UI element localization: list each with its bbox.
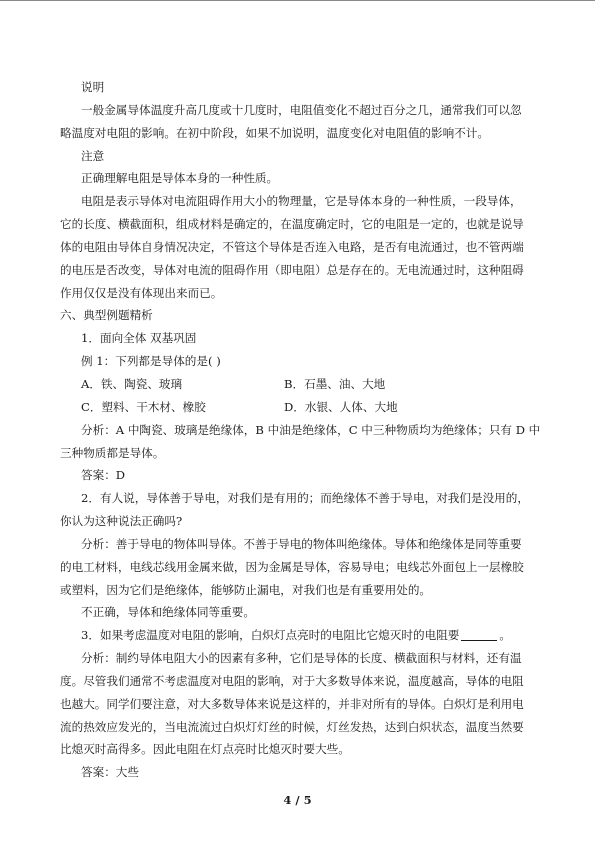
analysis-line: 的电工材料，电线芯线用金属来做，因为金属是导体，容易导电；电线芯外面包上一层橡胶 <box>60 559 524 574</box>
choice-b: B．石墨、油、大地 <box>284 376 386 391</box>
subsection-title: 1．面向全体 双基巩固 <box>81 331 197 346</box>
page-number: 4 / 5 <box>283 793 312 807</box>
question-line <box>60 624 540 647</box>
choice-a: A．铁、陶瓷、玻璃 <box>81 376 183 391</box>
paragraph-line: 正确理解电阻是导体本身的一种性质。 <box>81 171 279 186</box>
paragraph-line: 略温度对电阻的影响。在初中阶段，如果不加说明，温度变化对电阻值的影响不计。 <box>60 125 489 140</box>
question-line: 2．有人说，导体善于导电，对我们是有用的；而绝缘体不善于导电，对我们是没用的， <box>81 491 529 506</box>
choice-d: D．水银、人体、大地 <box>284 399 398 414</box>
document-page <box>60 76 540 784</box>
analysis-line: 流的热效应发光的，当电流流过白炽灯灯丝的时候，灯丝发热，达到白炽状态，温度当然要 <box>60 719 524 734</box>
choice-c: C．塑料、干木材、橡胶 <box>81 399 206 414</box>
section-heading-attention: 注意 <box>81 148 105 163</box>
analysis-line: 分析：A 中陶瓷、玻璃是绝缘体，B 中油是绝缘体，C 中三种物质均为绝缘体；只有 D 中 <box>81 422 540 437</box>
paragraph-line: 电阻是表示导体对电流阻碍作用大小的物理量，它是导体本身的一种性质，一段导体， <box>81 194 522 209</box>
analysis-line: 比熄灭时高得多。因此电阻在灯点亮时比熄灭时要大些。 <box>60 742 350 757</box>
paragraph-line: 一般金属导体温度升高几度或十几度时，电阻值变化不超过百分之几，通常我们可以忽 <box>81 102 522 117</box>
analysis-line: 分析：善于导电的物体叫导体。不善于导电的物体叫绝缘体。导体和绝缘体是同等重要 <box>81 536 522 551</box>
answer-line: 答案：大些 <box>81 765 139 780</box>
analysis-line: 或塑料，因为它们是绝缘体，能够防止漏电，对我们也是有重要用处的。 <box>60 582 432 597</box>
paragraph-line: 体的电阻由导体自身情况决定，不管这个导体是否连入电路，是否有电流通过，也不管两端 <box>60 239 524 254</box>
choice-options <box>60 373 540 419</box>
paragraph-line: 它的长度、横截面积，组成材料是确定的，在温度确定时，它的电阻是一定的，也就是说导 <box>60 217 524 232</box>
paragraph-line: 作用仅仅是没有体现出来而已。 <box>60 285 223 300</box>
analysis-line: 三种物质都是导体。 <box>60 445 165 460</box>
analysis-line: 度。尽管我们通常不考虑温度对电阻的影响，对于大多数导体来说，温度越高，导体的电阻 <box>60 673 524 688</box>
paragraph-line: 的电压是否改变，导体对电流的阻碍作用（即电阻）总是存在的。无电流通过时，这种阻碍 <box>60 262 524 277</box>
fill-in-blank <box>461 627 497 641</box>
page-top-border <box>0 0 595 1</box>
section-title-examples: 六、典型例题精析 <box>60 308 153 323</box>
question-line: 你认为这种说法正确吗? <box>60 514 183 529</box>
analysis-line: 分析：制约导体电阻大小的因素有多种，它们是导体的长度、横截面积与材料，还有温 <box>81 651 522 666</box>
question-text: 3．如果考虑温度对电阻的影响，白炽灯点亮时的电阻比它熄灭时的电阻要 <box>81 628 460 643</box>
example-question: 例 1：下列都是导体的是( ) <box>81 354 221 369</box>
section-heading-note: 说明 <box>81 80 105 94</box>
answer-line: 不正确，导体和绝缘体同等重要。 <box>81 605 255 620</box>
question-text-end: 。 <box>499 628 511 643</box>
answer-line: 答案：D <box>81 468 126 483</box>
analysis-line: 也越大。同学们要注意，对大多数导体来说是这样的，并非对所有的导体。白炽灯是利用电 <box>60 696 524 711</box>
